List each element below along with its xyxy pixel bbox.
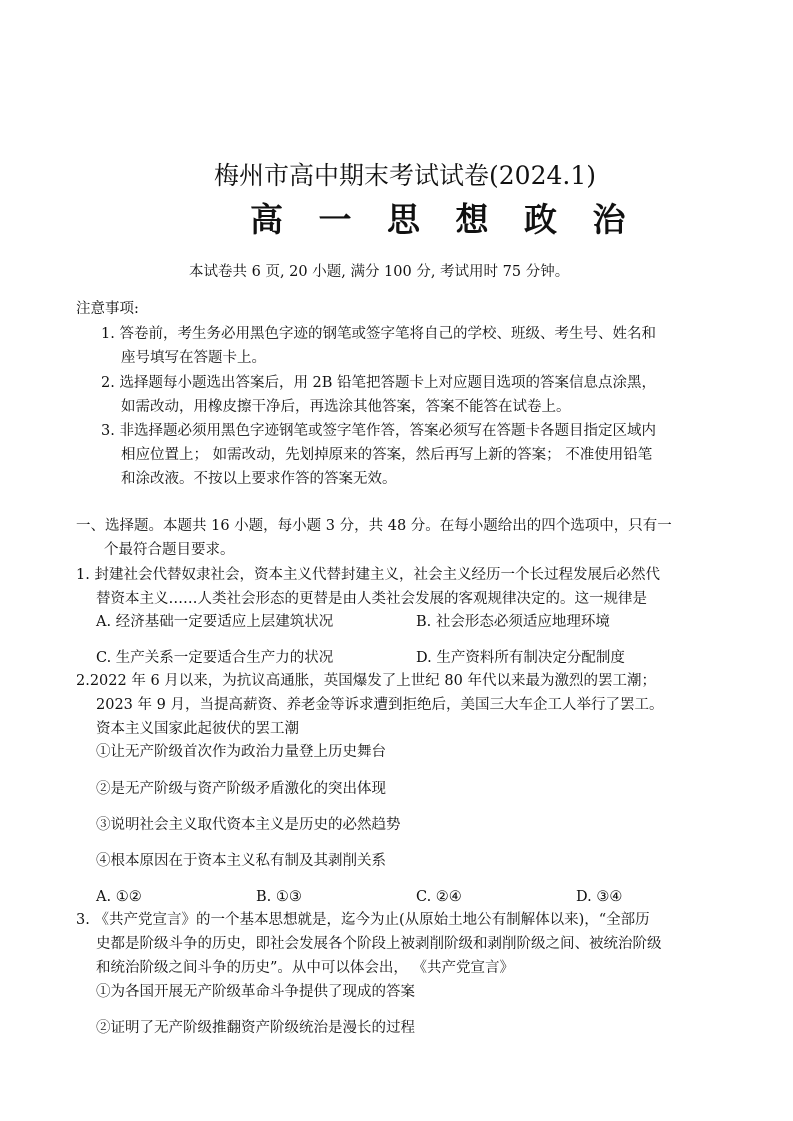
q1-option-c: C. 生产关系一定要适合生产力的状况 [96, 650, 334, 666]
q3-statement-2: ②证明了无产阶级推翻资产阶级统治是漫长的过程 [96, 1020, 415, 1036]
q2-stem-line2: 2023 年 9 月，当提高薪资、养老金等诉求遭到拒绝后，美国三大车企工人举行了罢工。 [96, 697, 664, 713]
notice-item-3-line2: 相应位置上； 如需改动，先划掉原来的答案，然后再写上新的答案； 不准使用铅笔 [121, 447, 653, 463]
q2-statement-2: ②是无产阶级与资产阶级矛盾激化的突出体现 [96, 781, 386, 797]
q2-statement-4: ④根本原因在于资本主义私有制及其剥削关系 [96, 853, 386, 869]
q2-option-b: B. ①③ [256, 889, 302, 905]
q2-stem-line3: 资本主义国家此起彼伏的罢工潮 [96, 721, 299, 737]
section-heading-line1: 一、选择题。本题共 16 小题，每小题 3 分，共 48 分。在每小题给出的四个选项中，只有一 [76, 518, 672, 534]
q1-stem-line1: 1. 封建社会代替奴隶社会，资本主义代替封建主义，社会主义经历一个长过程发展后必然代 [76, 567, 660, 583]
notice-item-1-line1: 1. 答卷前，考生务必用黑色字迹的钢笔或签字笔将自己的学校、班级、考生号、姓名和 [101, 326, 656, 342]
q1-option-d: D. 生产资料所有制决定分配制度 [416, 650, 625, 666]
q2-stem-line1: 2.2022 年 6 月以来，为抗议高通胀，英国爆发了上世纪 80 年代以来最为激烈的罢工潮； [76, 673, 656, 689]
section-heading-line2: 个最符合题目要求。 [104, 542, 235, 558]
subject-title: 高 一 思 想 政 治 [250, 200, 638, 239]
notice-heading: 注意事项: [76, 301, 139, 317]
q3-stem-line1: 3. 《共产党宣言》的一个基本思想就是，迄今为止(从原始土地公有制解体以来)，“全部历 [76, 912, 650, 928]
q1-option-b: B. 社会形态必须适应地理环境 [416, 614, 610, 630]
notice-item-3-line1: 3. 非选择题必须用黑色字迹钢笔或签字笔作答，答案必须写在答题卡各题目指定区域内 [101, 423, 656, 439]
q3-stem-line2: 史都是阶级斗争的历史，即社会发展各个阶段上被剥削阶级和剥削阶级之间、被统治阶级 [96, 936, 662, 952]
exam-info: 本试卷共 6 页, 20 小题, 满分 100 分, 考试用时 75 分钟。 [189, 264, 570, 280]
q3-stem-line3: 和统治阶级之间斗争的历史”。从中可以体会出， 《共产党宣言》 [96, 960, 515, 976]
q1-stem-line2: 替资本主义……人类社会形态的更替是由人类社会发展的客观规律决定的。这一规律是 [96, 591, 647, 607]
q2-option-d: D. ③④ [576, 889, 623, 905]
exam-title: 梅州市高中期末考试试卷(2024.1) [214, 161, 596, 190]
q3-statement-1: ①为各国开展无产阶级革命斗争提供了现成的答案 [96, 984, 415, 1000]
notice-item-3-line3: 和涂改液。不按以上要求作答的答案无效。 [121, 471, 397, 487]
notice-item-2-line1: 2. 选择题每小题选出答案后，用 2B 铅笔把答题卡上对应题目选项的答案信息点涂黑， [101, 375, 657, 391]
q2-option-c: C. ②④ [416, 889, 462, 905]
q2-statement-3: ③说明社会主义取代资本主义是历史的必然趋势 [96, 817, 401, 833]
notice-item-1-line2: 座号填写在答题卡上。 [121, 350, 266, 366]
notice-item-2-line2: 如需改动，用橡皮擦干净后，再选涂其他答案，答案不能答在试卷上。 [121, 399, 571, 415]
q2-option-a: A. ①② [96, 889, 142, 905]
q2-statement-1: ①让无产阶级首次作为政治力量登上历史舞台 [96, 744, 386, 760]
q1-option-a: A. 经济基础一定要适应上层建筑状况 [96, 614, 334, 630]
